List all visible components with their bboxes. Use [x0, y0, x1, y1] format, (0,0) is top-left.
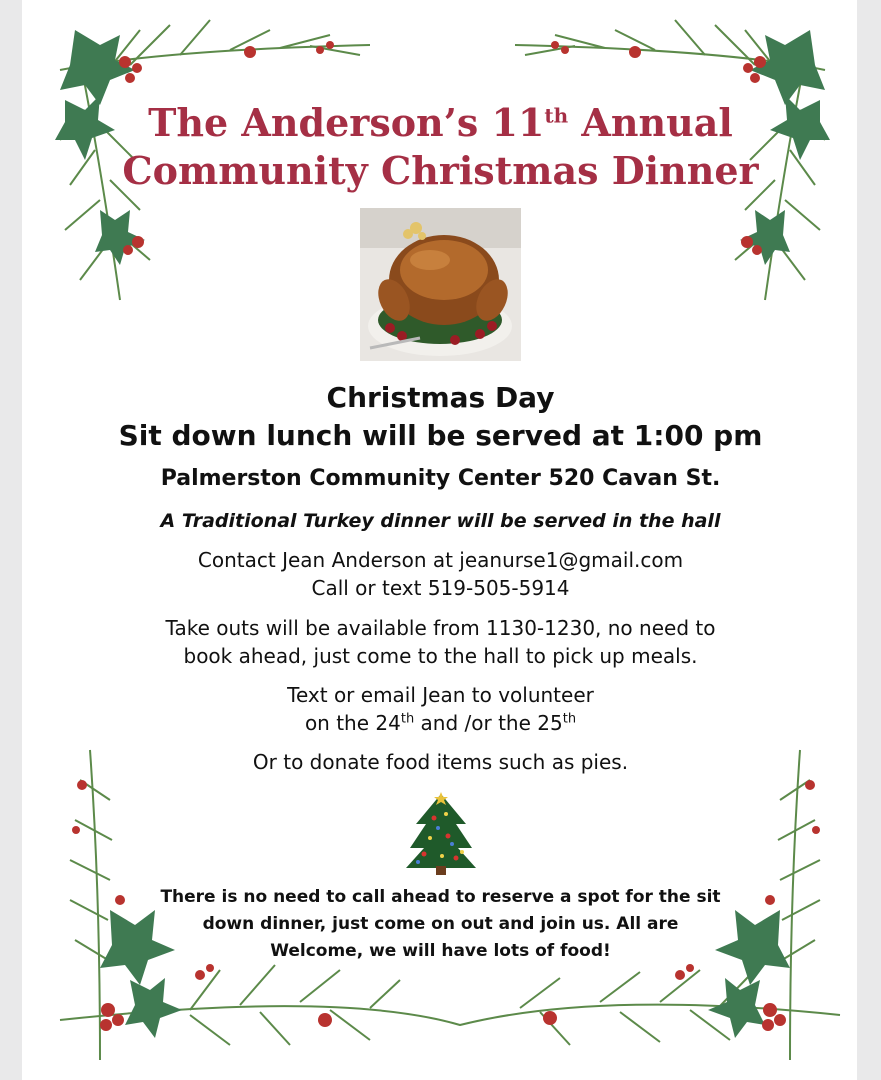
donate-line: Or to donate food items such as pies.	[252, 750, 629, 774]
footer-line-2: down dinner, just come on out and join us. All are	[202, 914, 679, 934]
volunteer-line-1: Text or email Jean to volunteer	[287, 683, 594, 707]
footer-line-1: There is no need to call ahead to reserve a spot for the sit	[160, 887, 721, 907]
footer-line-3: Welcome, we will have lots of food!	[270, 941, 611, 961]
contact-email-line: Contact Jean Anderson at jeanurse1@gmail.com	[197, 548, 684, 572]
christmas-tree-icon	[404, 792, 478, 876]
roast-turkey-photo	[360, 208, 521, 361]
event-menu: A Traditional Turkey dinner will be served in the hall	[160, 510, 721, 532]
title-line-1-text: The Anderson’s 11	[148, 100, 545, 145]
takeout-line-2: book ahead, just come to the hall to pick up meals.	[183, 644, 698, 668]
event-time: Sit down lunch will be served at 1:00 pm	[118, 419, 763, 452]
volunteer-date-2: and /or the 25	[414, 711, 563, 735]
volunteer-line-2	[0, 709, 881, 737]
contact-phone-line: Call or text 519-505-5914	[311, 576, 570, 600]
volunteer-date-1-suffix: th	[400, 711, 415, 727]
event-day: Christmas Day	[326, 381, 555, 414]
event-venue: Palmerston Community Center 520 Cavan St.	[160, 466, 721, 491]
volunteer-date-1: on the 24	[304, 711, 401, 735]
volunteer-date-2-suffix: th	[562, 711, 577, 727]
title-line-1	[0, 100, 881, 146]
title-ordinal-suffix: th	[544, 103, 569, 128]
takeout-line-1: Take outs will be available from 1130-1230, no need to	[165, 616, 716, 640]
title-line-1-tail: Annual	[568, 100, 733, 145]
title-line-2: Community Christmas Dinner	[122, 148, 759, 193]
